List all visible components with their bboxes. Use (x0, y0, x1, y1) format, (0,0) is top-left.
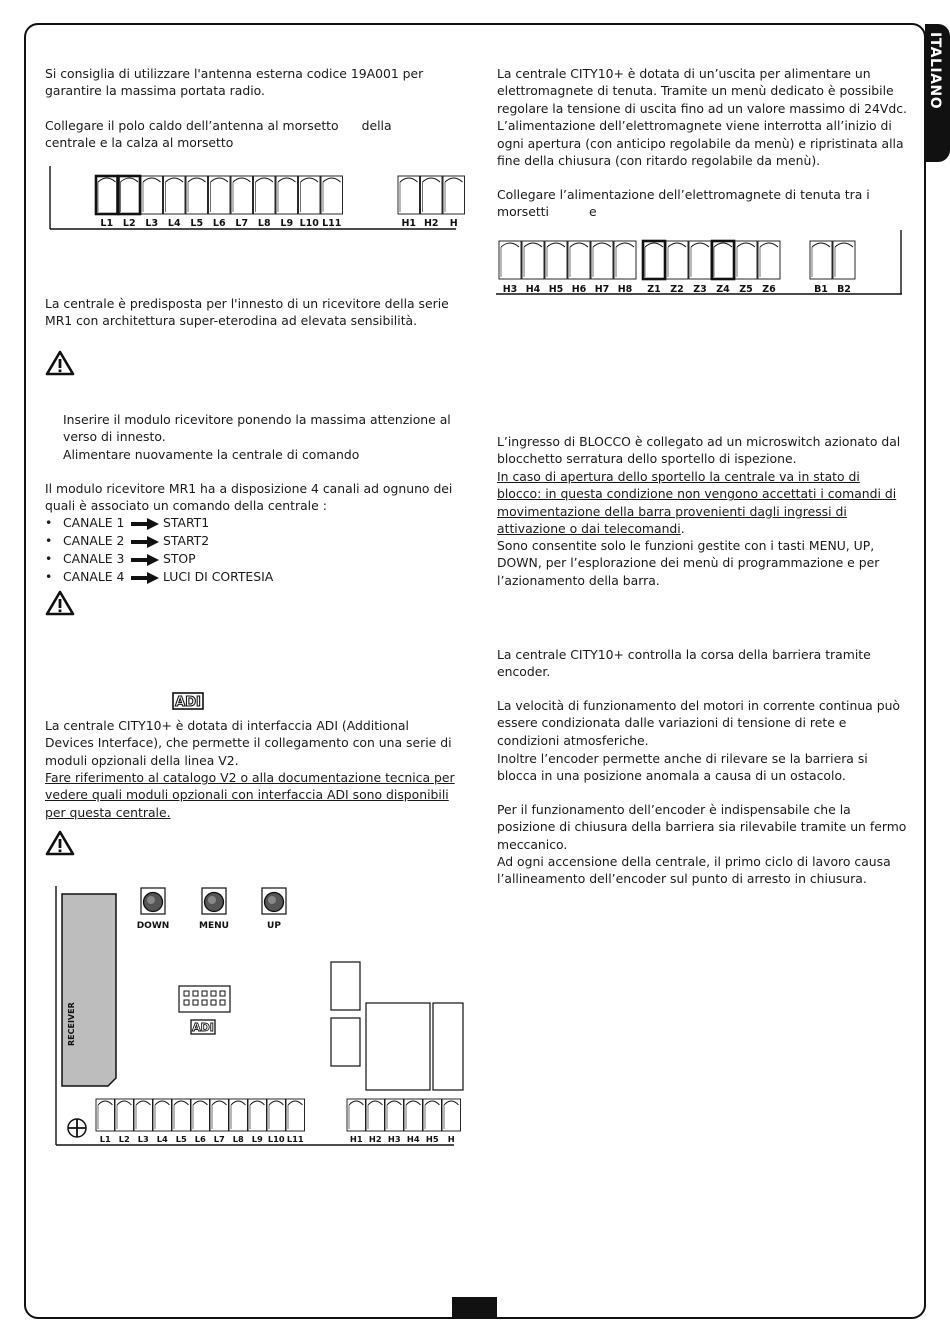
svg-text:H6: H6 (571, 284, 587, 295)
arrow-right-icon (131, 518, 159, 530)
svg-text:H5: H5 (548, 284, 564, 295)
svg-text:H3: H3 (502, 284, 518, 295)
board-component (433, 1003, 463, 1090)
svg-text:H3: H3 (387, 1134, 401, 1144)
board-terminal-l3 (134, 1099, 153, 1144)
receiver-slot (62, 894, 116, 1086)
arrow-right-icon (131, 536, 159, 548)
svg-text:L1: L1 (100, 218, 114, 229)
board-component (331, 1018, 360, 1066)
svg-text:L1: L1 (99, 1134, 111, 1144)
board-terminal-l11 (286, 1099, 305, 1144)
board-component (331, 962, 360, 1010)
svg-text:H1: H1 (401, 218, 417, 229)
page-number-box (452, 1297, 497, 1319)
channel-command: START1 (163, 515, 210, 530)
electromagnet-terminal-diagram (496, 230, 904, 298)
terminal-h7 (591, 241, 613, 295)
power-again-instruction: Alimentare nuovamente la centrale di comando (63, 447, 360, 462)
terminal-h3 (499, 241, 521, 295)
channel-name: CANALE 3 (63, 551, 125, 566)
board-terminal-l7 (210, 1099, 229, 1144)
allowed-functions-paragraph: Sono consentite solo le funzioni gestite con i tasti MENU, UP, DOWN, per l’esplorazione dei menù di programmazione e per l’azionamento della barra. (497, 538, 880, 588)
board-terminal-h1 (347, 1099, 366, 1144)
terminal-l8 (254, 176, 276, 229)
board-terminal-l8 (229, 1099, 248, 1144)
electromagnet-paragraph: La centrale CITY10+ è dotata di un’uscita per alimentare un elettromagnete di tenuta. Tramite un menù dedicato è possibile regolare la tensione di uscita fino ad un valore massimo di 24Vdc. L’alimentazione dell’elettromagnete viene interrotta all’inizio di ogni apertura (con anticipo regolabile da menù) e ripristinata alla fine della chiusura (con ritardo regolabile da menù). (497, 66, 907, 169)
terminal-b2 (833, 241, 855, 295)
channel-command: START2 (163, 533, 210, 548)
terminal-z1 (643, 241, 665, 295)
adi-connector (179, 986, 230, 1012)
bullet: • (45, 515, 53, 530)
board-terminal-h4 (404, 1099, 423, 1144)
adi-paragraph: La centrale CITY10+ è dotata di interfaccia ADI (Additional Devices Interface), che permette il collegamento con una serie di moduli opzionali della linea V2. (45, 718, 452, 768)
adi-catalog-note: Fare riferimento al catalogo V2 o alla documentazione tecnica per vedere quali moduli opzionali con interfaccia ADI sono disponibili per questa centrale. (45, 770, 455, 820)
svg-text:L6: L6 (194, 1134, 206, 1144)
terminal-z3 (689, 241, 711, 295)
board-terminal-l1 (96, 1099, 115, 1144)
svg-text:H: H (449, 218, 458, 229)
channel-item (45, 514, 209, 532)
blocco-warning-underlined: In caso di apertura dello sportello la centrale va in stato di blocco: in questa condizione non vengono accettati i comandi di movimentazione della barra provenienti dagli ingressi di attivazione o dai telecomandi. (497, 469, 897, 537)
encoder-paragraph-4: Per il funzionamento dell’encoder è indispensabile che la posizione di chiusura della barriera sia rilevabile tramite un fermo meccanico. (497, 802, 907, 852)
svg-text:H: H (447, 1134, 455, 1144)
svg-text:L6: L6 (212, 218, 226, 229)
svg-text:B2: B2 (837, 284, 851, 295)
board-terminal-h5 (423, 1099, 442, 1144)
antenna-wiring-line1: Collegare il polo caldo dell’antenna al morsetto della (45, 118, 392, 133)
svg-text:Z6: Z6 (762, 284, 776, 295)
board-button-up (262, 888, 286, 931)
svg-text:L4: L4 (167, 218, 181, 229)
terminal-l10 (299, 176, 321, 229)
terminal-l1 (96, 176, 118, 229)
terminal-l3 (141, 176, 163, 229)
svg-text:RECEIVER: RECEIVER (67, 1002, 76, 1046)
terminal-h2 (421, 176, 443, 229)
svg-text:H5: H5 (425, 1134, 439, 1144)
svg-text:UP: UP (267, 921, 281, 931)
board-terminal-l9 (248, 1099, 267, 1144)
bullet: • (45, 569, 53, 584)
insert-module-instruction: Inserire il modulo ricevitore ponendo la massima attenzione al verso di innesto. (63, 412, 451, 445)
terminal-h1 (398, 176, 420, 229)
terminal-z5 (735, 241, 757, 295)
svg-text:L11: L11 (286, 1134, 304, 1144)
terminal-h4 (522, 241, 544, 295)
svg-text:DOWN: DOWN (136, 921, 170, 931)
encoder-paragraph-5: Ad ogni accensione della centrale, il primo ciclo di lavoro causa l’allineamento dell’encoder sul punto di arresto in chiusura. (497, 854, 891, 887)
svg-text:H1: H1 (349, 1134, 363, 1144)
svg-text:L11: L11 (322, 218, 342, 229)
board-terminal-h3 (385, 1099, 404, 1144)
svg-text:L5: L5 (175, 1134, 187, 1144)
channel-item (45, 550, 196, 568)
terminal-h6 (568, 241, 590, 295)
svg-text:L3: L3 (145, 218, 159, 229)
svg-text:Z1: Z1 (647, 284, 661, 295)
terminal-l7 (231, 176, 253, 229)
encoder-paragraph-2: La velocità di funzionamento del motori in corrente continua può essere condizionata dalle variazioni di tensione di rete e condizioni atmosferiche. (497, 698, 901, 748)
board-terminal-h2 (366, 1099, 385, 1144)
bullet: • (45, 551, 53, 566)
terminal-l11 (321, 176, 343, 229)
board-terminal-l4 (153, 1099, 172, 1144)
board-button-down (137, 888, 170, 931)
terminal-z2 (666, 241, 688, 295)
language-tab: ITALIANO (925, 24, 950, 162)
antenna-wiring-line2: centrale e la calza al morsetto (45, 135, 234, 150)
channel-command: STOP (163, 551, 196, 566)
adi-logo-icon (172, 692, 204, 710)
svg-text:Z2: Z2 (670, 284, 684, 295)
svg-text:Z5: Z5 (739, 284, 753, 295)
channel-name: CANALE 4 (63, 569, 125, 584)
warning-icon (45, 590, 75, 616)
svg-text:L10: L10 (267, 1134, 285, 1144)
svg-text:Z3: Z3 (693, 284, 707, 295)
arrow-right-icon (131, 572, 159, 584)
svg-text:ADI: ADI (192, 1021, 214, 1034)
encoder-paragraph-3: Inoltre l’encoder permette anche di rilevare se la barriera si blocca in una posizione anomala a causa di un ostacolo. (497, 751, 868, 784)
terminal-l6 (209, 176, 231, 229)
svg-text:L4: L4 (156, 1134, 168, 1144)
svg-text:Z4: Z4 (716, 284, 730, 295)
channel-name: CANALE 1 (63, 515, 125, 530)
terminal-h5 (545, 241, 567, 295)
board-terminal-l5 (172, 1099, 191, 1144)
terminal-l5 (186, 176, 208, 229)
antenna-terminal-diagram (48, 166, 456, 232)
encoder-paragraph-1: La centrale CITY10+ controlla la corsa della barriera tramite encoder. (497, 647, 871, 680)
mr1-paragraph: Il modulo ricevitore MR1 ha a disposizione 4 canali ad ognuno dei quali è associato un comando della centrale : (45, 481, 453, 514)
terminal-l4 (164, 176, 186, 229)
svg-text:H4: H4 (406, 1134, 420, 1144)
svg-text:L8: L8 (232, 1134, 244, 1144)
terminal-h8 (614, 241, 636, 295)
terminal-l9 (276, 176, 298, 229)
bullet: • (45, 533, 53, 548)
channel-command: LUCI DI CORTESIA (163, 569, 274, 584)
board-terminal-l6 (191, 1099, 210, 1144)
svg-text:MENU: MENU (199, 921, 229, 931)
terminal-z4 (712, 241, 734, 295)
antenna-paragraph: Si consiglia di utilizzare l'antenna esterna codice 19A001 per garantire la massima portata radio. (45, 66, 424, 99)
svg-text:H2: H2 (423, 218, 439, 229)
svg-text:L8: L8 (257, 218, 271, 229)
terminal-b1 (810, 241, 832, 295)
svg-text:L2: L2 (118, 1134, 130, 1144)
svg-text:L7: L7 (235, 218, 249, 229)
svg-text:H4: H4 (525, 284, 541, 295)
channel-item (45, 532, 209, 550)
svg-text:H8: H8 (617, 284, 633, 295)
board-button-menu (199, 888, 229, 931)
adi-label-icon (191, 1020, 215, 1034)
blocco-paragraph: L’ingresso di BLOCCO è collegato ad un microswitch azionato dal blocchetto serratura dello sportello di ispezione. (497, 434, 901, 467)
ground-screw-icon (68, 1119, 86, 1137)
receiver-paragraph: La centrale è predisposta per l'innesto di un ricevitore della serie MR1 con architettura super-eterodina ad elevata sensibilità. (45, 296, 449, 329)
svg-text:L9: L9 (280, 218, 294, 229)
svg-text:L10: L10 (299, 218, 319, 229)
terminal-l2 (119, 176, 141, 229)
arrow-right-icon (131, 554, 159, 566)
control-board-diagram (52, 880, 454, 1148)
svg-text:L7: L7 (213, 1134, 225, 1144)
svg-text:ADI: ADI (175, 695, 201, 710)
warning-icon (45, 830, 75, 856)
svg-text:B1: B1 (814, 284, 828, 295)
terminal-z6 (758, 241, 780, 295)
svg-text:L5: L5 (190, 218, 204, 229)
electromagnet-wiring-line1: Collegare l’alimentazione dell’elettromagnete di tenuta tra i (497, 187, 870, 202)
svg-text:H2: H2 (368, 1134, 382, 1144)
board-terminal-l10 (267, 1099, 286, 1144)
channel-item (45, 568, 273, 586)
board-terminal-l2 (115, 1099, 134, 1144)
board-component (366, 1003, 430, 1090)
electromagnet-wiring-line2: morsetti e (497, 204, 597, 219)
svg-text:L3: L3 (137, 1134, 149, 1144)
svg-text:L9: L9 (251, 1134, 263, 1144)
svg-text:H7: H7 (594, 284, 610, 295)
channel-name: CANALE 2 (63, 533, 125, 548)
svg-text:L2: L2 (122, 218, 136, 229)
warning-icon (45, 350, 75, 376)
